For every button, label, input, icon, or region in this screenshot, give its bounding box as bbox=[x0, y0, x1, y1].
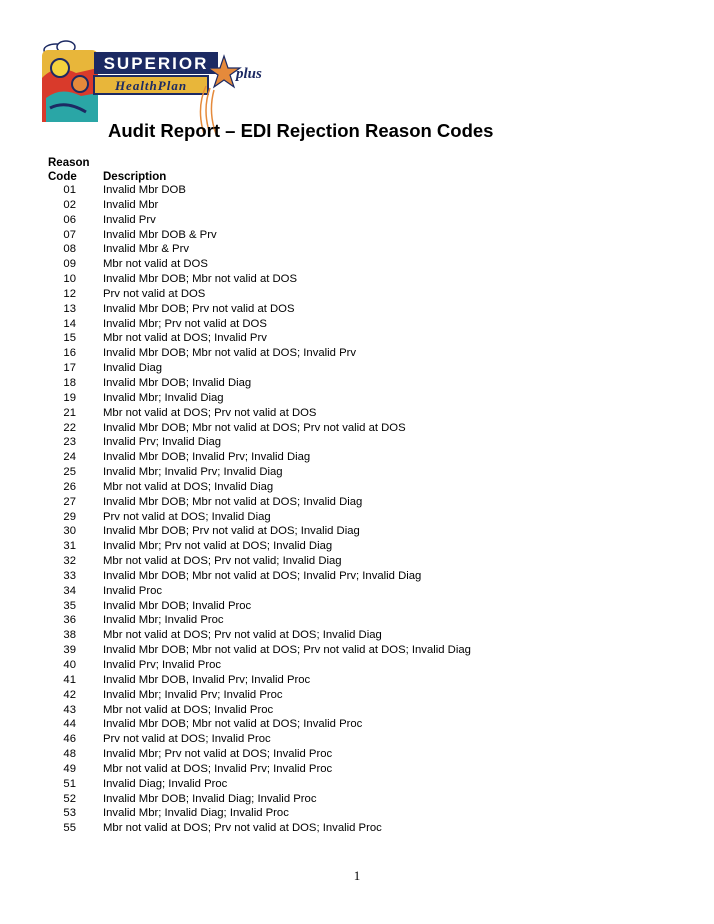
reason-description: Invalid Mbr; Prv not valid at DOS; Invalid Proc bbox=[103, 748, 333, 761]
reason-description: Invalid Mbr DOB; Mbr not valid at DOS; Invalid Proc bbox=[103, 718, 363, 731]
logo-brand-line1: SUPERIOR bbox=[103, 54, 209, 73]
reason-description: Prv not valid at DOS bbox=[103, 287, 206, 300]
reason-code: 23 bbox=[63, 436, 76, 449]
reason-description: Invalid Diag bbox=[103, 362, 163, 375]
table-row bbox=[0, 346, 714, 361]
table-row bbox=[0, 703, 714, 718]
table-row bbox=[0, 421, 714, 436]
reason-code: 40 bbox=[63, 659, 76, 671]
reason-description: Invalid Mbr; Invalid Diag bbox=[103, 391, 224, 404]
table-row bbox=[0, 747, 714, 762]
table-row bbox=[0, 510, 714, 525]
reason-description: Invalid Mbr; Invalid Prv; Invalid Diag bbox=[103, 466, 283, 479]
table-row bbox=[0, 554, 714, 569]
reason-code-table bbox=[0, 183, 714, 836]
reason-description: Invalid Mbr DOB; Invalid Diag bbox=[103, 376, 252, 389]
reason-code: 01 bbox=[63, 184, 76, 196]
reason-code: 06 bbox=[63, 213, 76, 226]
header-description: Description bbox=[103, 171, 167, 183]
reason-code: 24 bbox=[63, 451, 76, 464]
table-row bbox=[0, 821, 714, 836]
reason-code: 48 bbox=[63, 748, 76, 761]
reason-code: 31 bbox=[63, 540, 76, 553]
table-row bbox=[0, 331, 714, 346]
reason-code: 26 bbox=[63, 480, 76, 493]
reason-code: 32 bbox=[63, 555, 76, 568]
table-row bbox=[0, 658, 714, 673]
table-row bbox=[0, 569, 714, 584]
logo-brand-line2: HealthPlan bbox=[114, 78, 188, 93]
table-row bbox=[0, 762, 714, 777]
table-row bbox=[0, 688, 714, 703]
table-row bbox=[0, 539, 714, 554]
reason-description: Invalid Mbr DOB bbox=[103, 184, 186, 196]
reason-description: Invalid Diag; Invalid Proc bbox=[103, 777, 228, 790]
table-row bbox=[0, 287, 714, 302]
reason-code: 52 bbox=[63, 792, 76, 805]
reason-code: 12 bbox=[63, 287, 76, 300]
reason-code: 41 bbox=[63, 673, 76, 686]
reason-code: 34 bbox=[63, 584, 76, 597]
reason-description: Invalid Mbr DOB & Prv bbox=[103, 228, 217, 241]
reason-description: Invalid Mbr DOB; Invalid Prv; Invalid Diag bbox=[103, 451, 311, 464]
reason-description: Invalid Mbr DOB; Mbr not valid at DOS; Invalid Prv bbox=[103, 347, 357, 360]
reason-code: 33 bbox=[63, 569, 76, 582]
page-number: 1 bbox=[353, 868, 361, 883]
reason-code: 53 bbox=[63, 807, 76, 820]
reason-code: 38 bbox=[63, 629, 76, 642]
table-row bbox=[0, 242, 714, 257]
reason-code: 14 bbox=[63, 317, 76, 330]
reason-code: 42 bbox=[63, 688, 76, 701]
reason-description: Prv not valid at DOS; Invalid Diag bbox=[103, 510, 271, 523]
reason-code: 30 bbox=[63, 525, 76, 538]
table-row bbox=[0, 480, 714, 495]
table-row bbox=[0, 643, 714, 658]
reason-description: Invalid Mbr; Invalid Prv; Invalid Proc bbox=[103, 688, 283, 701]
table-row bbox=[0, 376, 714, 391]
reason-description: Invalid Mbr DOB; Prv not valid at DOS bbox=[103, 302, 295, 315]
reason-code: 16 bbox=[63, 347, 76, 360]
reason-code: 43 bbox=[63, 703, 76, 716]
reason-description: Mbr not valid at DOS; Invalid Prv bbox=[103, 332, 267, 345]
reason-code: 18 bbox=[63, 376, 76, 389]
reason-description: Invalid Proc bbox=[103, 584, 163, 597]
reason-description: Invalid Mbr DOB; Invalid Diag; Invalid Proc bbox=[103, 792, 317, 805]
table-row bbox=[0, 272, 714, 287]
reason-code: 29 bbox=[63, 510, 76, 523]
reason-code: 25 bbox=[63, 466, 76, 479]
reason-code: 10 bbox=[63, 273, 76, 286]
table-row bbox=[0, 613, 714, 628]
table-row bbox=[0, 792, 714, 807]
table-row bbox=[0, 302, 714, 317]
reason-code: 15 bbox=[63, 332, 76, 345]
reason-description: Invalid Mbr; Invalid Diag; Invalid Proc bbox=[103, 807, 289, 820]
logo-brand-suffix: plus bbox=[236, 66, 262, 82]
table-row bbox=[0, 228, 714, 243]
reason-description: Mbr not valid at DOS; Prv not valid at DOS; Invalid Proc bbox=[103, 822, 382, 835]
table-row bbox=[0, 450, 714, 465]
reason-code: 55 bbox=[63, 822, 76, 835]
reason-code: 39 bbox=[63, 644, 76, 657]
table-row bbox=[0, 465, 714, 480]
reason-code: 44 bbox=[63, 718, 76, 731]
table-row bbox=[0, 317, 714, 332]
table-row bbox=[0, 673, 714, 688]
reason-code: 08 bbox=[63, 243, 76, 256]
table-row bbox=[0, 391, 714, 406]
table-row bbox=[0, 806, 714, 821]
reason-description: Invalid Mbr DOB; Mbr not valid at DOS; Invalid Diag bbox=[103, 495, 363, 508]
report-title: Audit Report – EDI Rejection Reason Codes bbox=[108, 120, 494, 141]
table-row bbox=[0, 599, 714, 614]
table-row bbox=[0, 257, 714, 272]
table-row bbox=[0, 584, 714, 599]
reason-code: 07 bbox=[63, 228, 76, 241]
reason-code: 46 bbox=[63, 733, 76, 746]
reason-description: Mbr not valid at DOS; Prv not valid at DOS bbox=[103, 406, 317, 419]
reason-description: Invalid Prv; Invalid Diag bbox=[103, 436, 222, 449]
table-row bbox=[0, 435, 714, 450]
reason-code: 02 bbox=[63, 198, 76, 211]
reason-code: 27 bbox=[63, 495, 76, 508]
reason-description: Mbr not valid at DOS; Invalid Proc bbox=[103, 703, 274, 716]
table-row bbox=[0, 524, 714, 539]
reason-description: Prv not valid at DOS; Invalid Proc bbox=[103, 733, 271, 746]
reason-description: Invalid Mbr; Invalid Proc bbox=[103, 614, 224, 627]
reason-code: 13 bbox=[63, 302, 76, 315]
reason-description: Invalid Mbr DOB; Mbr not valid at DOS; Prv not valid at DOS bbox=[103, 421, 406, 434]
table-row bbox=[0, 361, 714, 376]
table-row bbox=[0, 198, 714, 213]
reason-description: Invalid Mbr DOB; Mbr not valid at DOS bbox=[103, 273, 297, 286]
reason-description: Invalid Mbr; Prv not valid at DOS bbox=[103, 317, 267, 330]
reason-code: 09 bbox=[63, 258, 76, 271]
reason-description: Invalid Mbr bbox=[103, 198, 159, 211]
table-row bbox=[0, 732, 714, 747]
reason-description: Invalid Mbr & Prv bbox=[103, 243, 190, 256]
reason-code: 49 bbox=[63, 762, 76, 775]
reason-description: Invalid Mbr DOB, Invalid Prv; Invalid Proc bbox=[103, 673, 311, 686]
reason-description: Invalid Prv; Invalid Proc bbox=[103, 659, 222, 671]
reason-description: Invalid Mbr DOB; Mbr not valid at DOS; Invalid Prv; Invalid Diag bbox=[103, 569, 422, 582]
table-row bbox=[0, 717, 714, 732]
reason-code: 35 bbox=[63, 599, 76, 612]
header-reason-line1: Reason bbox=[48, 157, 90, 169]
reason-description: Mbr not valid at DOS; Prv not valid at DOS; Invalid Diag bbox=[103, 629, 382, 642]
reason-code: 21 bbox=[63, 406, 76, 419]
header-code-line2: Code bbox=[48, 171, 77, 183]
table-row bbox=[0, 213, 714, 228]
reason-description: Invalid Prv bbox=[103, 213, 156, 226]
reason-code: 19 bbox=[63, 391, 76, 404]
table-row bbox=[0, 777, 714, 792]
reason-code: 22 bbox=[63, 421, 76, 434]
reason-description: Mbr not valid at DOS; Prv not valid; Invalid Diag bbox=[103, 555, 342, 568]
table-row bbox=[0, 495, 714, 510]
reason-code: 51 bbox=[63, 777, 76, 790]
table-row bbox=[0, 183, 714, 198]
reason-description: Mbr not valid at DOS; Invalid Diag bbox=[103, 480, 274, 493]
reason-description: Invalid Mbr DOB; Prv not valid at DOS; Invalid Diag bbox=[103, 525, 360, 538]
table-row bbox=[0, 406, 714, 421]
reason-code: 36 bbox=[63, 614, 76, 627]
reason-description: Invalid Mbr DOB; Invalid Proc bbox=[103, 599, 252, 612]
table-row bbox=[0, 628, 714, 643]
reason-description: Invalid Mbr; Prv not valid at DOS; Invalid Diag bbox=[103, 540, 333, 553]
reason-code: 17 bbox=[63, 362, 76, 375]
reason-description: Mbr not valid at DOS bbox=[103, 258, 208, 271]
reason-description: Mbr not valid at DOS; Invalid Prv; Invalid Proc bbox=[103, 762, 333, 775]
reason-description: Invalid Mbr DOB; Mbr not valid at DOS; Prv not valid at DOS; Invalid Diag bbox=[103, 644, 471, 657]
